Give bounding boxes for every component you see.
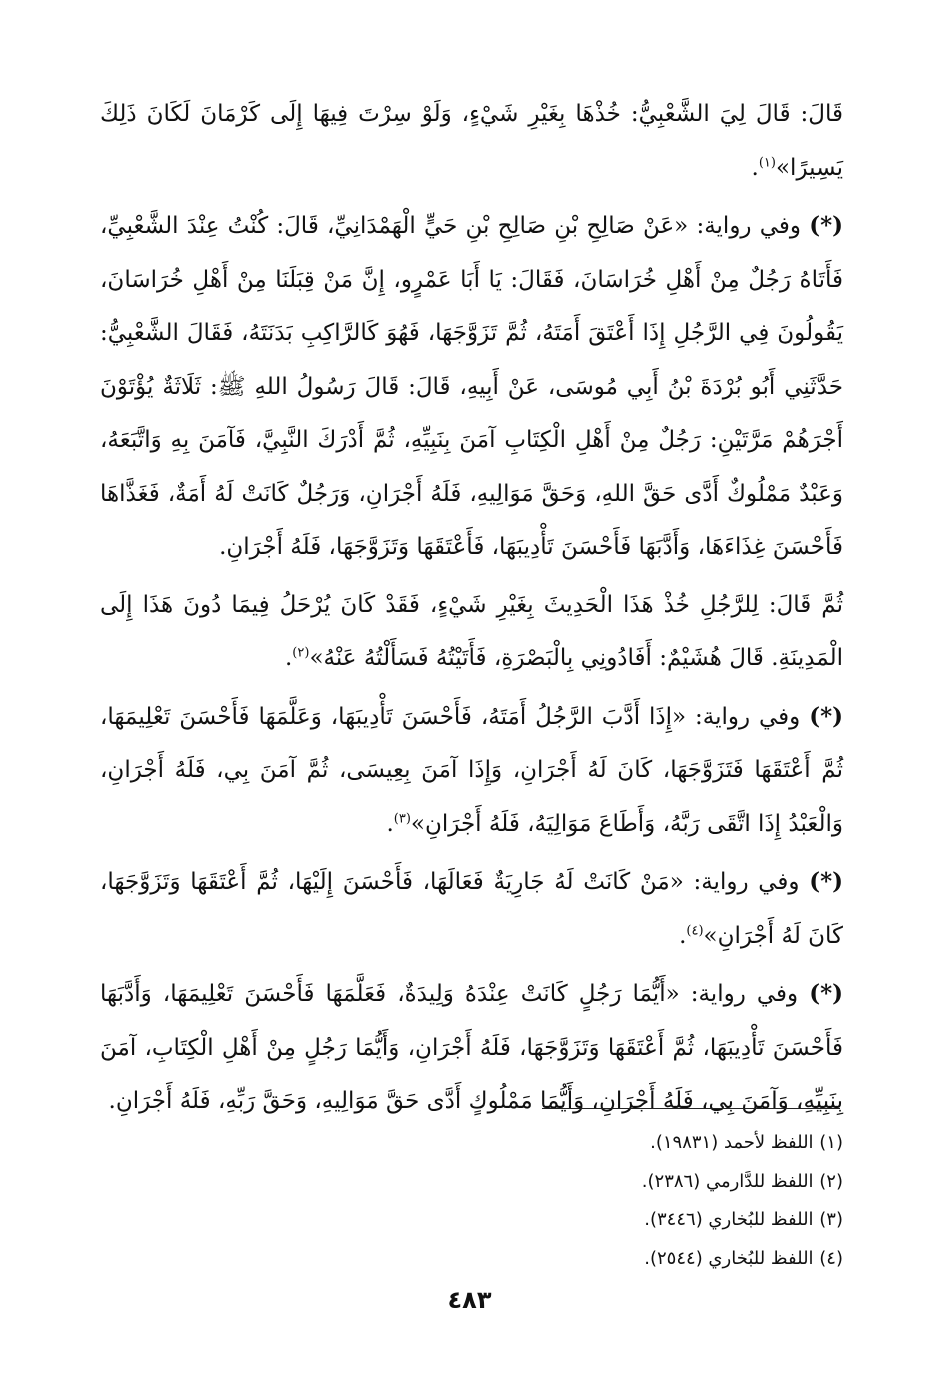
paragraph-tail: .: [284, 645, 293, 671]
star-marker: (*): [809, 980, 843, 1007]
paragraph-tail: .: [386, 810, 394, 837]
paragraph-4: [100, 690, 843, 852]
paragraph-text: وفي رواية: «عَنْ صَالِحِ بْنِ صَالِحِ بْنِ حَيٍّ الْهَمْدَانِيِّ، قَالَ: كُنْتُ عِنْدَ الشَّعْبِيِّ، فَأَتَاهُ رَجُلٌ مِنْ أَهْلِ خُرَاسَانَ، فَقَالَ: يَا أَبَا عَمْرٍو، إِنَّ مَنْ قِبَلَنَا مِنْ أَهْلِ خُرَاسَانَ، يَقُولُونَ فِي الرَّجُلِ إِذَا أَعْتَقَ أَمَتَهُ، ثُمَّ تَزَوَّجَهَا، فَهُوَ كَالرَّاكِبِ بَدَنَتَهُ، فَقَالَ الشَّعْبِيُّ: حَدَّثَنِي أَبُو بُرْدَةَ بْنُ أَبِي مُوسَى، عَنْ أَبِيهِ، قَالَ: قَالَ رَسُولُ اللهِ ﷺ: ثَلَاثَةٌ يُؤْتَوْنَ أَجْرَهُمْ مَرَّتَيْنِ: رَجُلٌ مِنْ أَهْلِ الْكِتَابِ آمَنَ بِنَبِيِّهِ، ثُمَّ أَدْرَكَ النَّبِيَّ، فَآمَنَ بِهِ وَاتَّبَعَهُ، وَعَبْدٌ مَمْلُوكٌ أَدَّى حَقَّ اللهِ، وَحَقَّ مَوَالِيهِ، فَلَهُ أَجْرَانِ، وَرَجُلٌ كَانَتْ لَهُ أَمَةٌ، فَغَذَّاهَا فَأَحْسَنَ غِذَاءَهَا، وَأَدَّبَهَا فَأَحْسَنَ تَأْدِيبَهَا، فَأَعْتَقَهَا وَتَزَوَّجَهَا، فَلَهُ أَجْرَانِ.: [100, 213, 843, 560]
paragraph-tail: .: [679, 922, 687, 949]
page-number: ٤٨٣: [447, 1286, 492, 1314]
paragraph-text: وفي رواية: «إِذَا أَدَّبَ الرَّجُلُ أَمَتَهُ، فَأَحْسَنَ تَأْدِيبَهَا، وَعَلَّمَهَا فَأَحْسَنَ تَعْلِيمَهَا، ثُمَّ أَعْتَقَهَا فَتَزَوَّجَهَا، كَانَ لَهُ أَجْرَانِ، وَإِذَا آمَنَ بِعِيسَى، ثُمَّ آمَنَ بِي، فَلَهُ أَجْرَانِ، وَالْعَبْدُ إِذَا اتَّقَى رَبَّهُ، وَأَطَاعَ مَوَالِيَهُ، فَلَهُ أَجْرَانِ»: [100, 703, 843, 837]
paragraph-3: [100, 579, 843, 686]
star-marker: (*): [809, 868, 843, 895]
paragraph-2: [100, 199, 843, 575]
paragraph-text: وفي رواية: «مَنْ كَانَتْ لَهُ جَارِيَةٌ فَعَالَهَا، فَأَحْسَنَ إِلَيْهَا، ثُمَّ أَعْتَقَهَا وَتَزَوَّجَهَا، كَانَ لَهُ أَجْرَانِ»: [100, 869, 843, 949]
paragraph-text: قَالَ: قَالَ لِيَ الشَّعْبِيُّ: خُذْهَا بِغَيْرِ شَيْءٍ، وَلَوْ سِرْتَ فِيهَا إِلَى كَرْمَانَ لَكَانَ ذَلِكَ يَسِيرًا»: [100, 101, 843, 181]
footnote-ref: (٤): [686, 922, 704, 938]
paragraph-text: ثُمَّ قَالَ: لِلرَّجُلِ خُذْ هَذَا الْحَدِيثَ بِغَيْرِ شَيْءٍ، فَقَدْ كَانَ يُرْحَلُ فِيمَا دُونَ هَذَا إِلَى الْمَدِينَةِ. قَالَ هُشَيْمٌ: أَفَادُونِي بِالْبَصْرَةِ، فَأَتَيْتُهُ فَسَأَلْتُهُ عَنْهُ»: [100, 591, 843, 671]
footnote-divider: [542, 1108, 840, 1109]
paragraph-tail: .: [751, 154, 759, 181]
paragraph-5: [100, 855, 843, 963]
footnote-2: (٢) اللفظ للدَّارمي (٢٣٨٦).: [641, 1170, 843, 1192]
footnotes: [283, 1124, 843, 1278]
footnote-4: (٤) اللفظ للبُخاري (٢٥٤٤).: [644, 1247, 843, 1269]
paragraph-text: وفي رواية: «أَيُّمَا رَجُلٍ كَانَتْ عِنْدَهُ وَلِيدَةٌ، فَعَلَّمَهَا فَأَحْسَنَ تَعْلِيمَهَا، وَأَدَّبَهَا فَأَحْسَنَ تَأْدِيبَهَا، ثُمَّ أَعْتَقَهَا وَتَزَوَّجَهَا، فَلَهُ أَجْرَانِ، وَأَيُّمَا رَجُلٍ مِنْ أَهْلِ الْكِتَابِ، آمَنَ بِنَبِيِّهِ، وَآمَنَ بِي، فَلَهُ أَجْرَانِ، وَأَيُّمَا مَمْلُوكٍ أَدَّى حَقَّ مَوَالِيهِ، وَحَقَّ رَبِّهِ، فَلَهُ أَجْرَانِ.: [100, 981, 843, 1114]
footnote-ref: (٢): [292, 645, 310, 661]
footnote-ref: (٣): [393, 810, 411, 826]
footnote-3: (٣) اللفظ للبُخاري (٣٤٤٦).: [644, 1209, 843, 1230]
star-marker: (*): [809, 212, 843, 239]
paragraph-6: [100, 967, 843, 1129]
star-marker: (*): [809, 702, 843, 730]
footnote-1: (١) اللفظ لأحمد (١٩٨٣١).: [650, 1132, 843, 1153]
paragraph-1: [100, 88, 843, 195]
footnote-ref: (١): [758, 154, 776, 170]
